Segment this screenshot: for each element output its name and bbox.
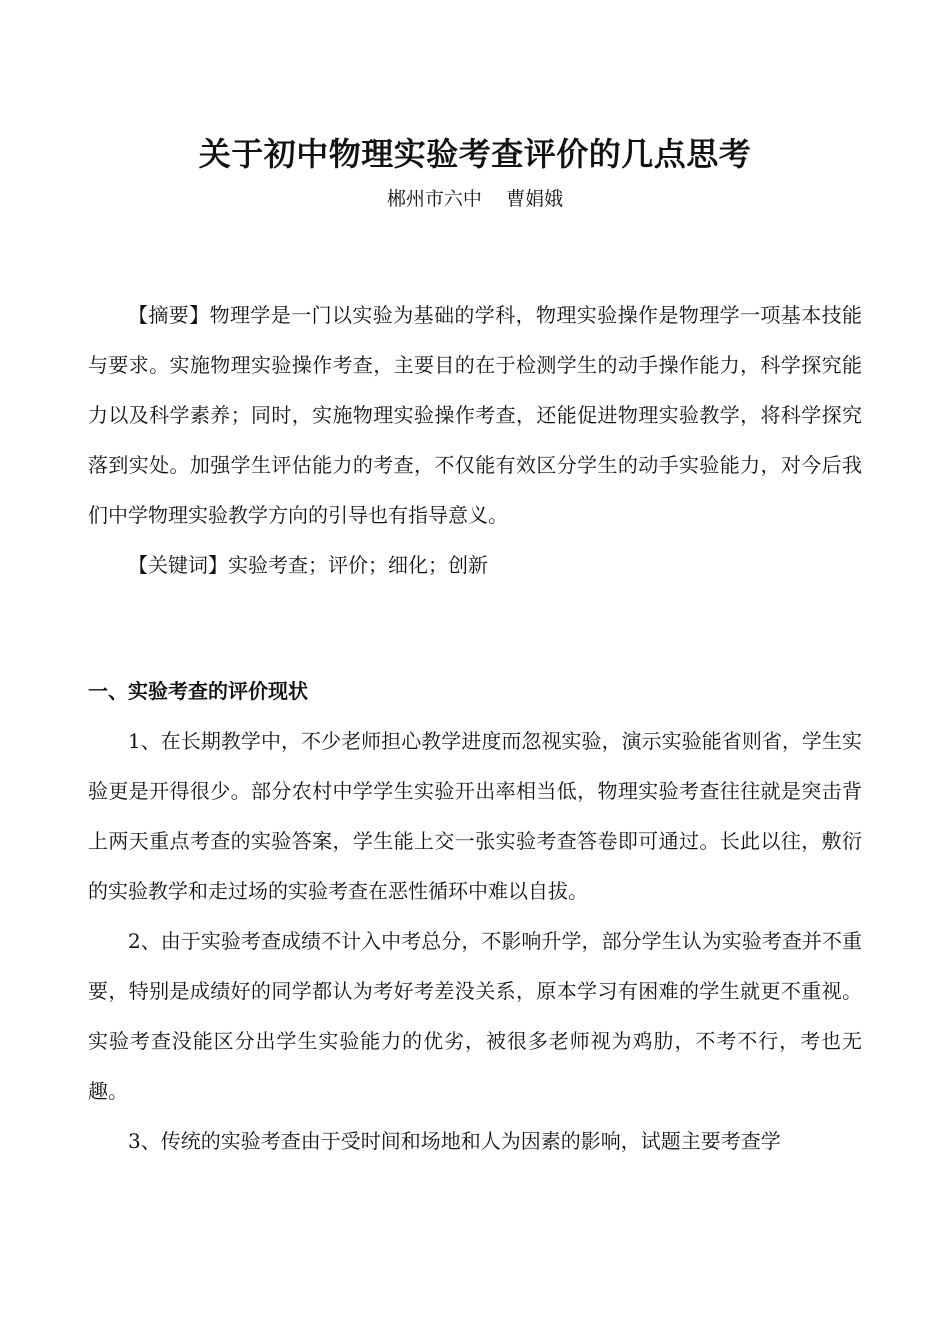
author-line: 郴州市六中 曹娟娥 [386,188,564,210]
body-paragraph-2: 2、由于实验考查成绩不计入中考总分，不影响升学，部分学生认为实验考查并不重要，特别是成绩好的同学都认为考好考差没关系，原本学习有困难的学生就更不重视。实验考查没能区分出学生实验能力的优劣，被很多老师视为鸡肋，不考不行，考也无趣。 [88,929,862,1103]
keywords-paragraph: 【关键词】实验考查；评价；细化；创新 [128,553,488,577]
body-paragraph-1: 1、在长期教学中，不少老师担心教学进度而忽视实验，演示实验能省则省，学生实验更是开得很少。部分农村中学学生实验开出率相当低，物理实验考查往往就是突击背上两天重点考查的实验答案，学生能上交一张实验考查答卷即可通过。长此以往，敷衍的实验教学和走过场的实验考查在恶性循环中难以自拔。 [88,729,862,903]
section-heading: 一、实验考查的评价现状 [88,679,308,703]
abstract-paragraph: 【摘要】物理学是一门以实验为基础的学科，物理实验操作是物理学一项基本技能与要求。实施物理实验操作考查，主要目的在于检测学生的动手操作能力，科学探究能力以及科学素养；同时，实施物理实验操作考查，还能促进物理实验教学，将科学探究落到实处。加强学生评估能力的考查，不仅能有效区分学生的动手实验能力，对今后我们中学物理实验教学方向的引导也有指导意义。 [88,303,862,527]
body-paragraph-3: 3、传统的实验考查由于受时间和场地和人为因素的影响，试题主要考查学 [128,1129,781,1153]
document-title: 关于初中物理实验考查评价的几点思考 [198,135,752,173]
